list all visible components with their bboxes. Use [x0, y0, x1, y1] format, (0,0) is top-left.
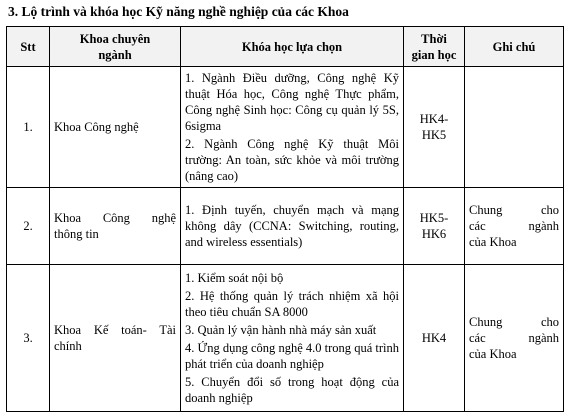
course-item: 1. Ngành Điều dưỡng, Công nghệ Kỹ thuật Hóa học, Công nghệ Thực phẩm, Công nghệ Sinh học: Công cụ quản lý 5S, 6sigma [185, 71, 399, 133]
cell-time [404, 67, 465, 188]
cell-note [465, 188, 564, 265]
cell-stt: 1. [7, 67, 50, 188]
table-header-row [7, 27, 564, 67]
course-item: 2. Ngành Công nghệ Kỹ thuật Môi trường: An toàn, sức khỏe và môi trường (nâng cao) [185, 137, 399, 183]
header-khoa-line1: Khoa chuyên [79, 31, 151, 46]
header-time-line2: gian học [411, 47, 457, 62]
table-row [7, 188, 564, 265]
table-row [7, 67, 564, 188]
header-stt: Stt [7, 27, 50, 67]
cell-time [404, 265, 465, 412]
note-line: Chung cho [469, 203, 559, 217]
cell-time-line2: HK5 [421, 128, 447, 142]
header-khoa [50, 27, 181, 67]
section-title: 3. Lộ trình và khóa học Kỹ năng nghề nghiệp của các Khoa [8, 4, 349, 19]
cell-khoa [50, 67, 181, 188]
cell-stt: 2. [7, 188, 50, 265]
cell-note [465, 67, 564, 188]
cell-khoa-line1: Khoa Kế toán- Tài [54, 323, 176, 337]
cell-time-line2: HK6 [421, 227, 447, 241]
course-item: 4. Ứng dụng công nghệ 4.0 trong quá trình phát triển của doanh nghiệp [185, 341, 399, 371]
course-item: 3. Quản lý vận hành nhà máy sản xuất [185, 323, 377, 337]
header-course: Khóa học lựa chọn [181, 27, 404, 67]
header-khoa-line2: ngành [98, 47, 132, 62]
cell-courses [181, 265, 404, 412]
cell-courses [181, 67, 404, 188]
course-item: 1. Kiểm soát nội bộ [185, 271, 284, 285]
course-item: 2. Hệ thống quản lý trách nhiệm xã hội theo tiêu chuẩn SA 8000 [185, 289, 399, 319]
cell-time [404, 188, 465, 265]
header-time [404, 27, 465, 67]
cell-time-line1: HK5- [419, 211, 449, 225]
table-row [7, 265, 564, 412]
header-time-line1: Thời [421, 31, 447, 46]
note-line: Chung cho [469, 315, 559, 329]
header-note: Ghi chú [465, 27, 564, 67]
course-roadmap-table [6, 26, 564, 412]
cell-time-line1: HK4 [421, 331, 447, 345]
note-line: của Khoa [469, 235, 517, 249]
cell-courses [181, 188, 404, 265]
note-line: các ngành [469, 331, 559, 345]
cell-time-line1: HK4- [419, 112, 449, 126]
cell-khoa-line2: chính [54, 339, 82, 353]
note-line: các ngành [469, 219, 559, 233]
cell-khoa [50, 188, 181, 265]
cell-stt: 3. [7, 265, 50, 412]
cell-khoa-line1: Khoa Công nghệ [54, 120, 139, 134]
course-item: 5. Chuyển đổi số trong hoạt động của doanh nghiệp [185, 375, 399, 405]
cell-khoa-line1: Khoa Công nghệ [54, 211, 176, 225]
course-item: 1. Định tuyến, chuyển mạch và mạng không dây (CCNA: Switching, routing, and wireless essentials) [185, 203, 399, 249]
cell-khoa-line2: thông tin [54, 227, 99, 241]
note-line: của Khoa [469, 347, 517, 361]
cell-khoa [50, 265, 181, 412]
cell-note [465, 265, 564, 412]
